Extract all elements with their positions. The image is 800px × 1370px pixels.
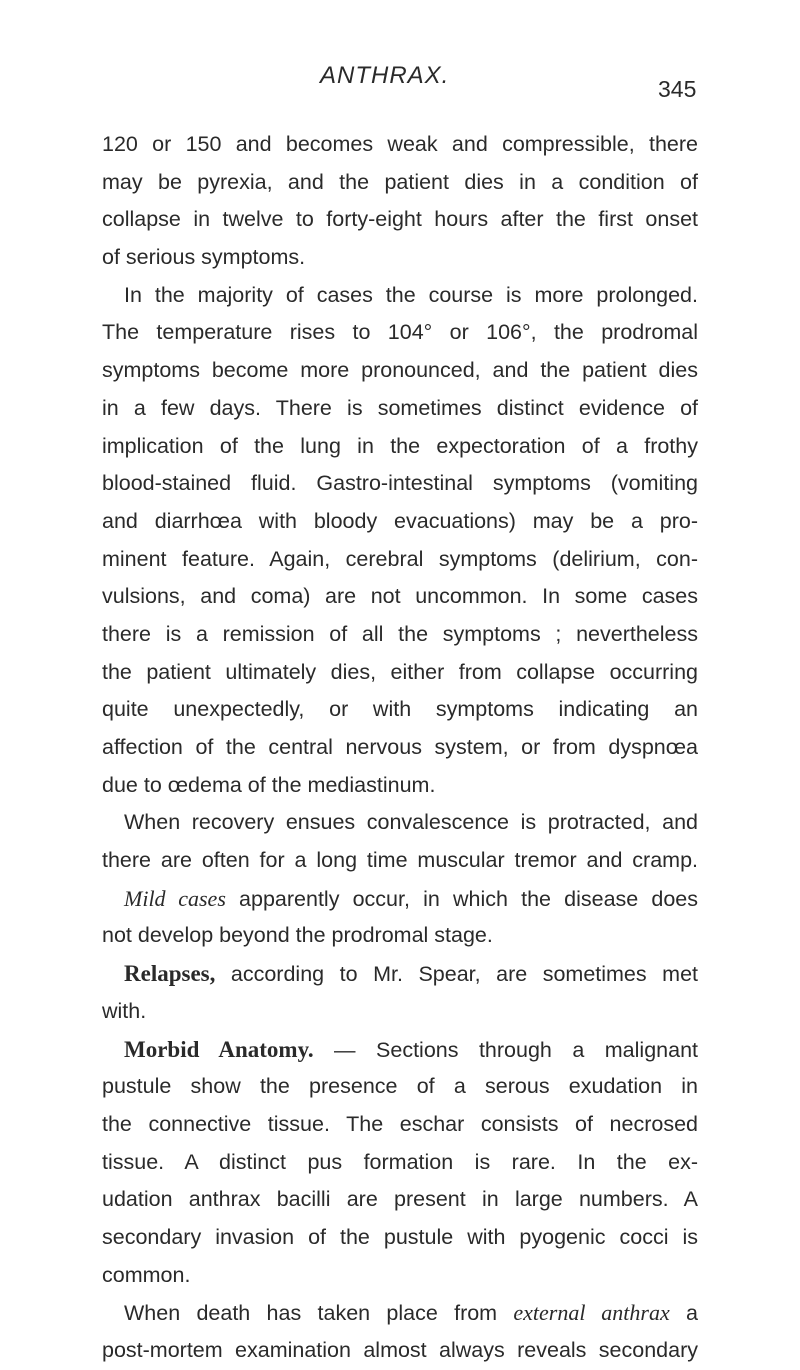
line-text: the patient ultimately dies, either from collapse occurring	[102, 659, 698, 684]
line-text: In the majority of cases the course is more prolonged.	[124, 282, 698, 307]
line-text: secondary invasion of the pustule with pyogenic cocci is	[102, 1224, 698, 1249]
line-text: there are often for a long time muscular tremor and cramp.	[102, 848, 698, 873]
line-text: in a few days. There is sometimes distinct evidence of	[102, 395, 698, 420]
text-line	[102, 767, 698, 805]
line-text-after: a	[669, 1301, 698, 1326]
text-line	[102, 1257, 698, 1295]
text-line	[102, 465, 698, 503]
line-text: the connective tissue. The eschar consists of necrosed	[102, 1111, 698, 1136]
line-text: and diarrhœa with bloody evacuations) may be a pro-	[102, 508, 698, 533]
line-text: affection of the central nervous system, or from dyspnœa	[102, 735, 698, 759]
text-line	[102, 993, 698, 1031]
text-line	[102, 352, 698, 390]
line-text: pustule show the presence of a serous exudation in	[102, 1074, 698, 1099]
line-text: not develop beyond the prodromal stage.	[102, 923, 493, 948]
body-text	[102, 126, 698, 1370]
text-line	[102, 578, 698, 616]
line-text: udation anthrax bacilli are present in large numbers. A	[102, 1187, 698, 1212]
text-line	[102, 314, 698, 352]
section-heading: Relapses,	[124, 961, 216, 987]
line-text: collapse in twelve to forty-eight hours after the first onset	[102, 207, 698, 232]
text-line	[102, 541, 698, 579]
line-text: quite unexpectedly, or with symptoms indicating an	[102, 697, 698, 722]
line-text: implication of the lung in the expectoration of a frothy	[102, 433, 698, 458]
text-line	[102, 1181, 698, 1219]
line-text: with.	[102, 998, 147, 1023]
text-line	[102, 1332, 698, 1370]
text-line	[102, 654, 698, 692]
text-line	[102, 616, 698, 654]
line-text: symptoms become more pronounced, and the patient dies	[102, 358, 698, 383]
line-text: due to œdema of the mediastinum.	[102, 772, 436, 797]
text-line	[102, 955, 698, 993]
italic-phrase: Mild cases	[124, 885, 226, 911]
text-line	[102, 880, 698, 918]
running-head	[0, 62, 800, 102]
italic-phrase: external anthrax	[513, 1300, 670, 1326]
line-text: — Sections through a malignant	[313, 1037, 698, 1062]
running-title: ANTHRAX.	[320, 62, 450, 89]
text-line	[102, 1294, 698, 1332]
text-line	[102, 842, 698, 880]
section-heading: Morbid Anatomy.	[124, 1036, 314, 1062]
text-line	[102, 390, 698, 428]
text-line	[102, 917, 698, 955]
text-line	[102, 1031, 698, 1069]
line-text: When recovery ensues convalescence is protracted, and	[124, 810, 698, 835]
text-line	[102, 201, 698, 239]
line-text: common.	[102, 1262, 191, 1287]
line-text: minent feature. Again, cerebral symptoms (delirium, con-	[102, 546, 698, 571]
line-text: apparently occur, in which the disease does	[225, 886, 699, 911]
line-text: there is a remission of all the symptoms ; nevertheless	[102, 621, 698, 646]
text-line	[102, 164, 698, 202]
line-text: tissue. A distinct pus formation is rare. In the ex-	[102, 1149, 698, 1174]
text-line	[102, 804, 698, 842]
line-text: of serious symptoms.	[102, 245, 306, 270]
text-line	[102, 277, 698, 315]
line-text: post-mortem examination almost always reveals secondary	[102, 1338, 698, 1362]
page-number: 345	[658, 76, 697, 102]
line-text: 120 or 150 and becomes weak and compressible, there	[102, 132, 698, 156]
line-text: The temperature rises to 104° or 106°, the prodromal	[102, 320, 698, 345]
text-line	[102, 691, 698, 729]
text-line	[102, 503, 698, 541]
text-line	[102, 1144, 698, 1182]
text-line	[102, 239, 698, 277]
text-line	[102, 729, 698, 767]
text-line	[102, 428, 698, 466]
line-text: may be pyrexia, and the patient dies in a condition of	[102, 169, 698, 194]
line-text: blood-stained fluid. Gastro-intestinal symptoms (vomiting	[102, 471, 698, 496]
text-line	[102, 1106, 698, 1144]
text-line	[102, 1068, 698, 1106]
line-text: vulsions, and coma) are not uncommon. In some cases	[102, 584, 698, 609]
text-line	[102, 1219, 698, 1257]
line-text: When death has taken place from	[124, 1301, 514, 1326]
line-text: according to Mr. Spear, are sometimes met	[215, 962, 698, 987]
text-line	[102, 126, 698, 164]
